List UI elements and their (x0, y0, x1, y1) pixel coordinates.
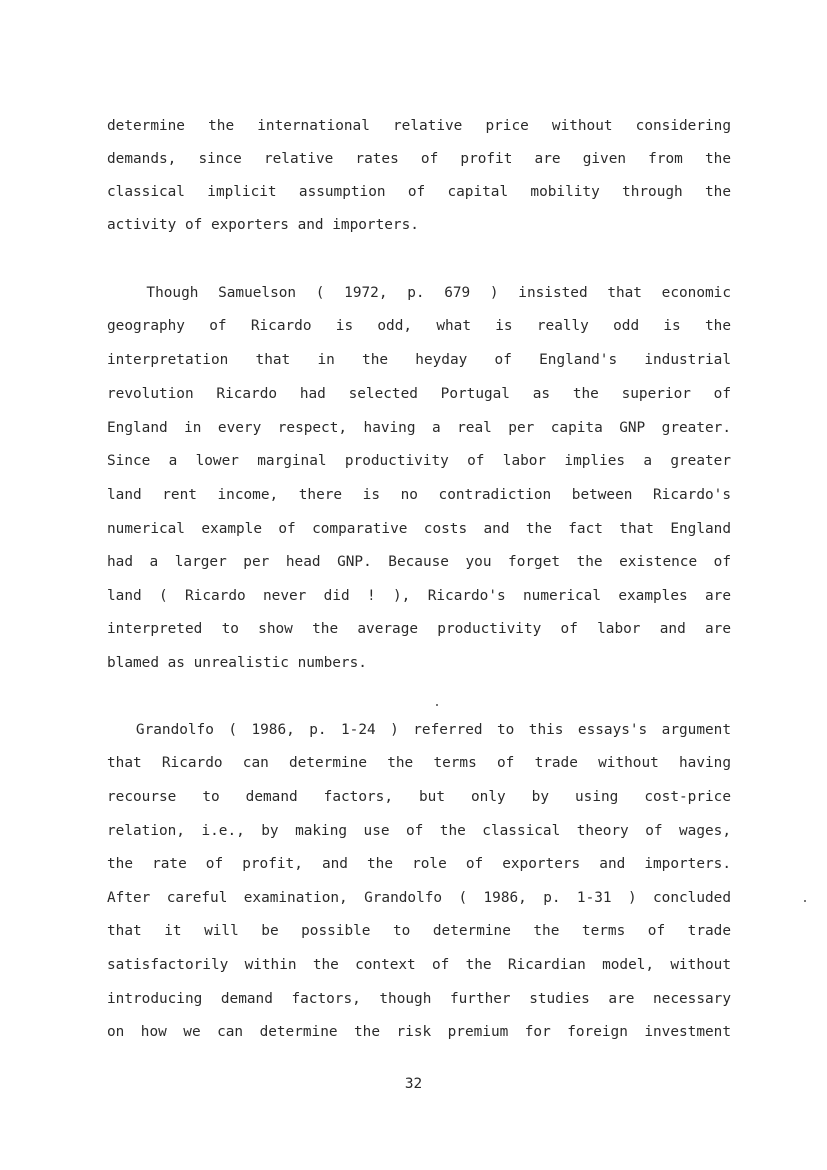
text-line: recourse to demand factors, but only by using cost-price (107, 789, 731, 805)
text-line: had a larger per head GNP. Because you forget the existence of (107, 554, 731, 570)
text-line: land rent income, there is no contradiction between Ricardo's (107, 487, 731, 503)
text-line: interpretation that in the heyday of England's industrial (107, 352, 731, 368)
text-line: classical implicit assumption of capital mobility through the (107, 184, 731, 200)
text-line: land ( Ricardo never did ! ), Ricardo's numerical examples are (107, 588, 731, 604)
text-line: determine the international relative price without considering (107, 118, 731, 134)
text-line: satisfactorily within the context of the Ricardian model, without (107, 957, 731, 973)
text-line: revolution Ricardo had selected Portugal as the superior of (107, 386, 731, 402)
text-line: Grandolfo ( 1986, p. 1-24 ) referred to this essays's argument (107, 722, 731, 738)
text-line: that Ricardo can determine the terms of trade without having (107, 755, 731, 771)
text-line: After careful examination, Grandolfo ( 1986, p. 1-31 ) concluded (107, 890, 731, 906)
text-line: activity of exporters and importers. (107, 217, 419, 233)
text-line: on how we can determine the risk premium for foreign investment (107, 1024, 731, 1040)
text-line: Though Samuelson ( 1972, p. 679 ) insisted that economic (107, 285, 731, 301)
text-line: demands, since relative rates of profit are given from the (107, 151, 731, 167)
scan-speck (804, 900, 806, 902)
text-line: Since a lower marginal productivity of labor implies a greater (107, 453, 731, 469)
text-line: the rate of profit, and the role of exporters and importers. (107, 856, 731, 872)
text-line: interpreted to show the average productivity of labor and are (107, 621, 731, 637)
text-line: geography of Ricardo is odd, what is really odd is the (107, 318, 731, 334)
text-line: England in every respect, having a real per capita GNP greater. (107, 420, 731, 436)
scan-speck (436, 704, 438, 706)
text-line: blamed as unrealistic numbers. (107, 655, 367, 671)
text-line: relation, i.e., by making use of the classical theory of wages, (107, 823, 731, 839)
text-line: numerical example of comparative costs and the fact that England (107, 521, 731, 537)
text-line: introducing demand factors, though further studies are necessary (107, 991, 731, 1007)
page-number: 32 (404, 1076, 423, 1092)
text-line: that it will be possible to determine the terms of trade (107, 923, 731, 939)
